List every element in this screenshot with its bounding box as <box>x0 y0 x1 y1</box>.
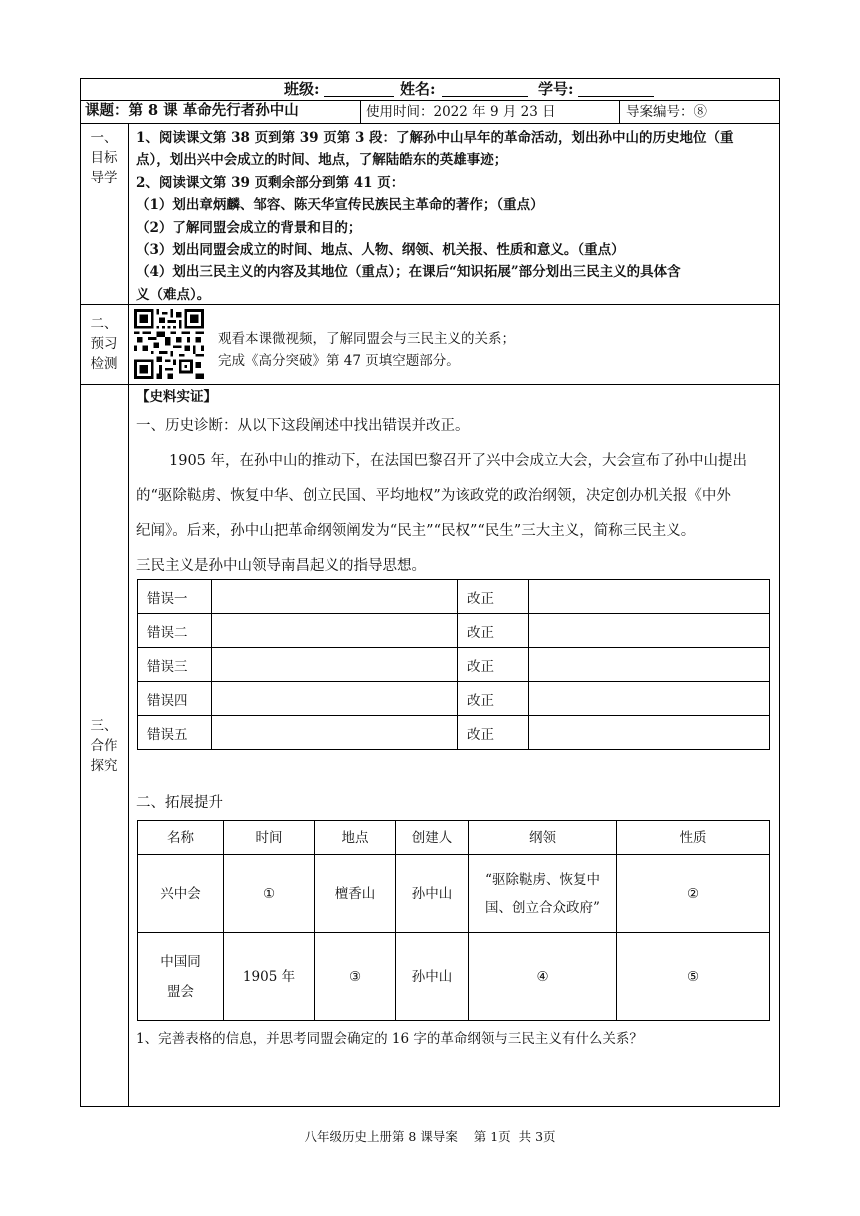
preview-line-2: 完成《高分突破》第 47 页填空题部分。 <box>218 353 460 369</box>
objective-line: 2、阅读课文第 39 页剩余部分到第 41 页： <box>136 174 405 191</box>
correction-answer-field[interactable] <box>529 682 769 715</box>
error-answer-field[interactable] <box>212 614 457 647</box>
error-answer-field[interactable] <box>212 648 457 681</box>
table-cell[interactable]: ② <box>686 885 700 902</box>
error-answer-field[interactable] <box>212 716 457 749</box>
section-column-divider <box>128 123 129 1107</box>
info-divider-2 <box>619 100 620 123</box>
row-divider-2 <box>80 123 780 124</box>
table-cell: “驱除鞑虏、恢复中国、创立合众政府” <box>485 871 600 916</box>
table-cell[interactable]: ① <box>262 885 276 902</box>
question-text: 1、完善表格的信息，并思考同盟会确定的 16 字的革命纲领与三民主义有什么关系？ <box>136 1031 643 1047</box>
class-field[interactable] <box>324 80 394 97</box>
header-place: 地点 <box>341 829 369 846</box>
diagnosis-paragraph <box>136 444 776 584</box>
error-label: 错误二 <box>147 624 188 641</box>
table-cell: 孙中山 <box>411 968 453 985</box>
objective-line: （2）了解同盟会成立的背景和目的； <box>136 219 362 236</box>
name-field[interactable] <box>442 80 528 97</box>
table-cell: 檀香山 <box>334 885 376 902</box>
preview-line-1: 观看本课微视频，了解同盟会与三民主义的关系； <box>218 331 515 347</box>
table-cell[interactable]: ④ <box>536 968 549 985</box>
class-label: 班级: <box>284 80 320 98</box>
table-cell: 兴中会 <box>160 885 201 902</box>
table-cell[interactable]: ⑤ <box>686 968 700 985</box>
correction-label: 改正 <box>467 658 494 675</box>
table-cell[interactable]: ③ <box>348 968 362 985</box>
header-time: 时间 <box>255 829 283 846</box>
correction-answer-field[interactable] <box>529 648 769 681</box>
section-1-label: 一、 目标 导学 <box>90 130 118 186</box>
frame-right <box>779 78 780 1107</box>
correction-answer-field[interactable] <box>529 580 769 613</box>
error-label: 错误五 <box>147 726 188 743</box>
header-program: 纲领 <box>529 829 556 846</box>
qr-code-icon[interactable] <box>134 309 204 379</box>
objective-line: 点），划出兴中会成立的时间、地点，了解陆皓东的英雄事迹； <box>136 152 508 169</box>
correction-label: 改正 <box>467 726 494 743</box>
guide-number: 导案编号：⑧ <box>626 104 707 120</box>
frame-bottom <box>80 1106 780 1107</box>
header-nature: 性质 <box>679 829 707 846</box>
paragraph-line: 1905 年，在孙中山的推动下，在法国巴黎召开了兴中会成立大会，大会宣布了孙中山提出 <box>169 453 748 469</box>
frame-top <box>80 78 780 79</box>
name-label: 姓名: <box>400 80 436 98</box>
error-answer-field[interactable] <box>212 682 457 715</box>
paragraph-line: 纪闻》。后来，孙中山把革命纲领阐发为“民主”“民权”“民生”三大主义，简称三民主义。 <box>136 523 696 539</box>
objective-line: 义（难点）。 <box>136 286 211 303</box>
row-divider-1 <box>80 100 780 101</box>
paragraph-line: 的“驱除鞑虏、恢复中华、创立民国、平均地权”为该政党的政治纲领，决定创办机关报《中外 <box>136 488 731 504</box>
table-cell: 1905 年 <box>242 968 296 985</box>
error-label: 错误三 <box>147 658 188 675</box>
use-time: 使用时间：2022 年 9 月 23 日 <box>366 104 556 120</box>
objectives-block <box>136 127 776 306</box>
source-evidence-heading: 【史料实证】 <box>136 389 217 405</box>
section-3-label: 三、 合作 探究 <box>90 718 118 774</box>
error-label: 错误四 <box>147 692 188 709</box>
page-footer: 八年级历史上册第 8 课导案 第 1页 共 3页 <box>304 1129 556 1144</box>
objective-line: （1）划出章炳麟、邹容、陈天华宣传民族民主革命的著作；（重点） <box>136 197 544 214</box>
frame-left <box>80 78 81 1107</box>
section-2-label: 二、 预习 检测 <box>90 316 118 372</box>
paragraph-line: 三民主义是孙中山领导南昌起义的指导思想。 <box>136 558 426 574</box>
table-cell: 孙中山 <box>411 885 453 902</box>
part-2-title: 二、拓展提升 <box>136 795 223 811</box>
student-id-field[interactable] <box>578 80 654 97</box>
correction-label: 改正 <box>467 624 494 641</box>
correction-answer-field[interactable] <box>529 614 769 647</box>
row-divider-4 <box>80 384 780 385</box>
lesson-topic: 课题：第 8 课 革命先行者孙中山 <box>85 102 299 119</box>
correction-label: 改正 <box>467 590 494 607</box>
objective-line: （3）划出同盟会成立的时间、地点、人物、纲领、机关报、性质和意义。（重点） <box>136 242 625 259</box>
error-answer-field[interactable] <box>212 580 457 613</box>
objective-line: （4）划出三民主义的内容及其地位（重点）；在课后“知识拓展”部分划出三民主义的具体含 <box>136 264 681 281</box>
part-1-title: 一、历史诊断：从以下这段阐述中找出错误并改正。 <box>136 418 470 434</box>
correction-label: 改正 <box>467 692 494 709</box>
header-name: 名称 <box>167 829 194 846</box>
errors-table <box>137 579 770 750</box>
student-id-label: 学号: <box>538 80 574 98</box>
table-cell: 中国同盟会 <box>160 953 201 1000</box>
correction-answer-field[interactable] <box>529 716 769 749</box>
header-founder: 创建人 <box>411 829 453 846</box>
comparison-table <box>137 820 770 1021</box>
error-label: 错误一 <box>147 590 188 607</box>
objective-line: 1、阅读课文第 38 页到第 39 页第 3 段：了解孙中山早年的革命活动，划出孙中山的历史地位（重 <box>136 130 734 146</box>
answer-area[interactable] <box>136 1052 772 1102</box>
info-divider-1 <box>360 100 361 123</box>
